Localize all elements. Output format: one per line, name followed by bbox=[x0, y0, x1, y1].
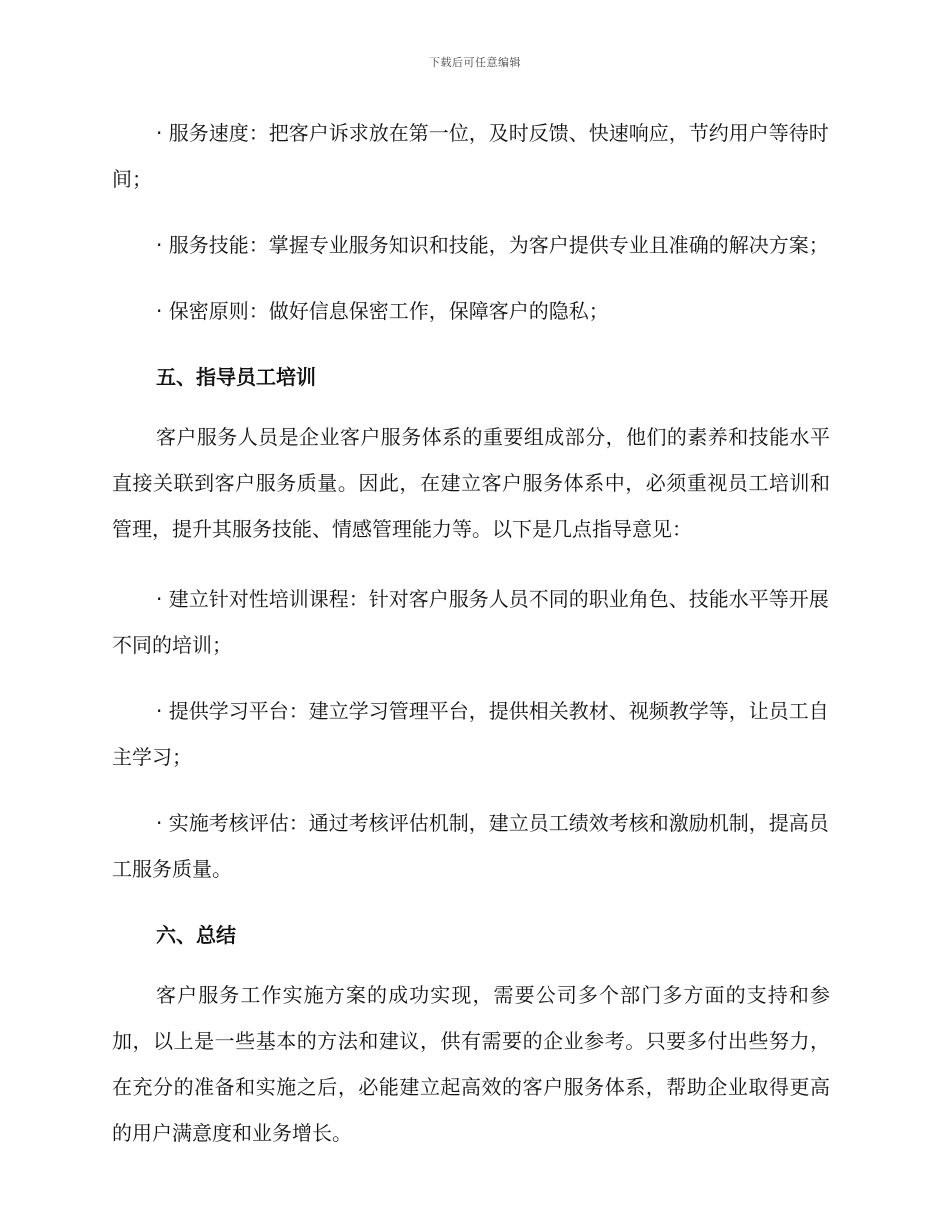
header-note: 下载后可任意编辑 bbox=[429, 56, 521, 69]
paragraph-training-intro: 客户服务人员是企业客户服务体系的重要组成部分，他们的素养和技能水平直接关联到客户服务质量。因此，在建立客户服务体系中，必须重视员工培训和管理，提升其服务技能、情感管理能力等。以下是几点指导意见： bbox=[112, 425, 830, 541]
document-body bbox=[112, 110, 830, 1180]
bullet-assessment: · 实施考核评估：通过考核评估机制，建立员工绩效考核和激励机制，提高员工服务质量。 bbox=[112, 811, 829, 881]
section-heading-training: 五、指导员工培训 bbox=[156, 365, 316, 389]
bullet-confidentiality: · 保密原则：做好信息保密工作，保障客户的隐私； bbox=[156, 299, 609, 323]
bullet-service-skill: · 服务技能：掌握专业服务知识和技能，为客户提供专业且准确的解决方案； bbox=[156, 233, 829, 257]
bullet-training-courses: · 建立针对性培训课程：针对客户服务人员不同的职业角色、技能水平等开展不同的培训； bbox=[112, 587, 829, 657]
paragraph-summary: 客户服务工作实施方案的成功实现，需要公司多个部门多方面的支持和参加，以上是一些基本的方法和建议，供有需要的企业参考。只要多付出些努力，在充分的准备和实施之后，必能建立起高效的客户服务体系，帮助企业取得更高的用户满意度和业务增长。 bbox=[112, 983, 830, 1145]
bullet-learning-platform: · 提供学习平台：建立学习管理平台，提供相关教材、视频教学等，让员工自主学习； bbox=[112, 699, 829, 769]
section-heading-summary: 六、总结 bbox=[156, 923, 236, 947]
bullet-service-speed: · 服务速度：把客户诉求放在第一位，及时反馈、快速响应，节约用户等待时间； bbox=[112, 121, 829, 191]
